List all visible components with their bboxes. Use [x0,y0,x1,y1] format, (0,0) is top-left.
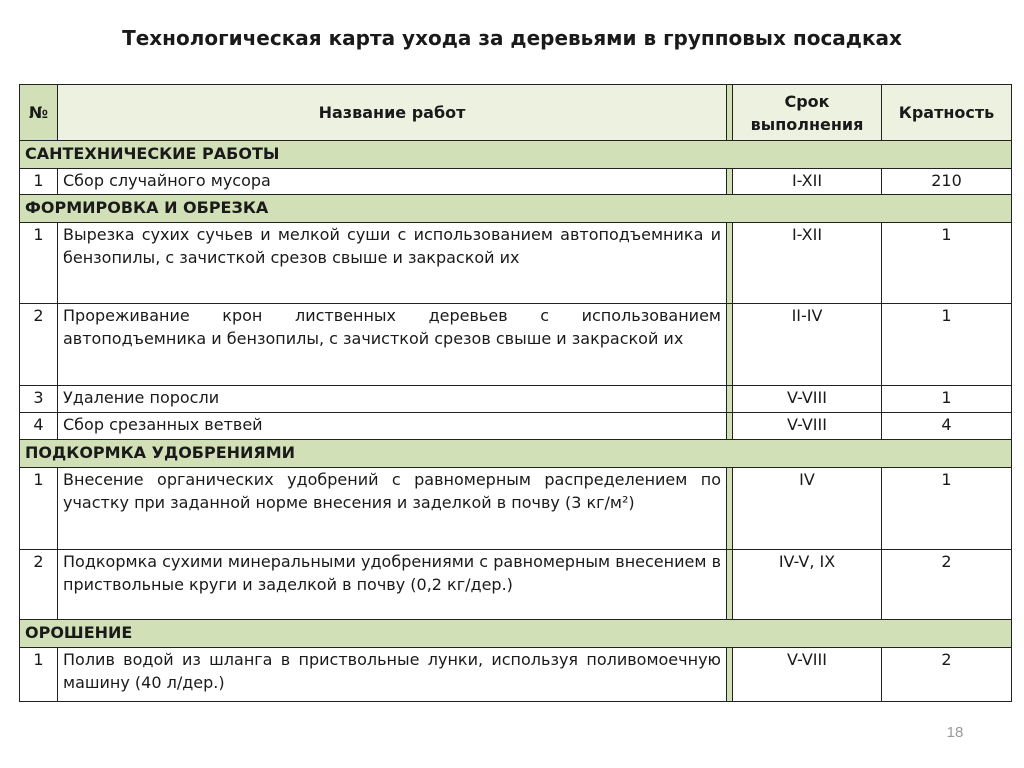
section-title: САНТЕХНИЧЕСКИЕ РАБОТЫ [20,141,1012,169]
work-period: II-IV [733,304,882,386]
table-row [20,304,1012,386]
work-name: Подкормка сухими минеральными удобрениями с равномерным внесением в приствольные круги и заделкой в почву (0,2 кг/дер.) [58,550,727,620]
table-row [20,468,1012,550]
section-row-sanitary [20,141,1012,169]
page-number: 18 [946,724,964,741]
work-name: Внесение органических удобрений с равномерным распределением по участку при заданной норме внесения и заделкой в почву (3 кг/м²) [58,468,727,550]
work-frequency: 2 [882,550,1012,620]
table-row [20,413,1012,440]
section-title: ПОДКОРМКА УДОБРЕНИЯМИ [20,440,1012,468]
row-number: 1 [20,169,58,195]
row-number: 1 [20,648,58,702]
work-period: V-VIII [733,648,882,702]
work-name: Сбор случайного мусора [58,169,727,195]
row-number: 3 [20,386,58,413]
col-header-name: Название работ [58,85,727,141]
section-row-pruning [20,195,1012,223]
section-title: ОРОШЕНИЕ [20,620,1012,648]
work-frequency: 1 [882,468,1012,550]
work-name: Полив водой из шланга в приствольные лунки, используя поливомоечную машину (40 л/дер.) [58,648,727,702]
section-row-irrigation [20,620,1012,648]
section-row-fertilizing [20,440,1012,468]
col-header-period: Срок выполнения [733,85,882,141]
work-period: I-XII [733,223,882,304]
col-header-num: № [20,85,58,141]
work-frequency: 1 [882,223,1012,304]
work-period: I-XII [733,169,882,195]
table-row [20,223,1012,304]
work-name: Удаление поросли [58,386,727,413]
table-row [20,550,1012,620]
work-frequency: 4 [882,413,1012,440]
work-name: Вырезка сухих сучьев и мелкой суши с использованием автоподъемника и бензопилы, с зачисткой срезов свыше и закраской их [58,223,727,304]
work-frequency: 1 [882,386,1012,413]
col-header-freq: Кратность [882,85,1012,141]
table-row [20,648,1012,702]
work-period: IV-V, IX [733,550,882,620]
row-number: 2 [20,304,58,386]
work-frequency: 1 [882,304,1012,386]
row-number: 1 [20,468,58,550]
work-period: IV [733,468,882,550]
row-number: 1 [20,223,58,304]
work-frequency: 2 [882,648,1012,702]
work-period: V-VIII [733,413,882,440]
page-title: Технологическая карта ухода за деревьями в групповых посадках [122,26,902,50]
work-name: Сбор срезанных ветвей [58,413,727,440]
work-frequency: 210 [882,169,1012,195]
work-name: Прореживание крон лиственных деревьев с использованием автоподъемника и бензопилы, с зачисткой срезов свыше и закраской их [58,304,727,386]
care-table [19,84,1012,702]
header-row [20,85,1012,141]
row-number: 4 [20,413,58,440]
table-row [20,386,1012,413]
row-number: 2 [20,550,58,620]
table-row [20,169,1012,195]
section-title: ФОРМИРОВКА И ОБРЕЗКА [20,195,1012,223]
work-period: V-VIII [733,386,882,413]
